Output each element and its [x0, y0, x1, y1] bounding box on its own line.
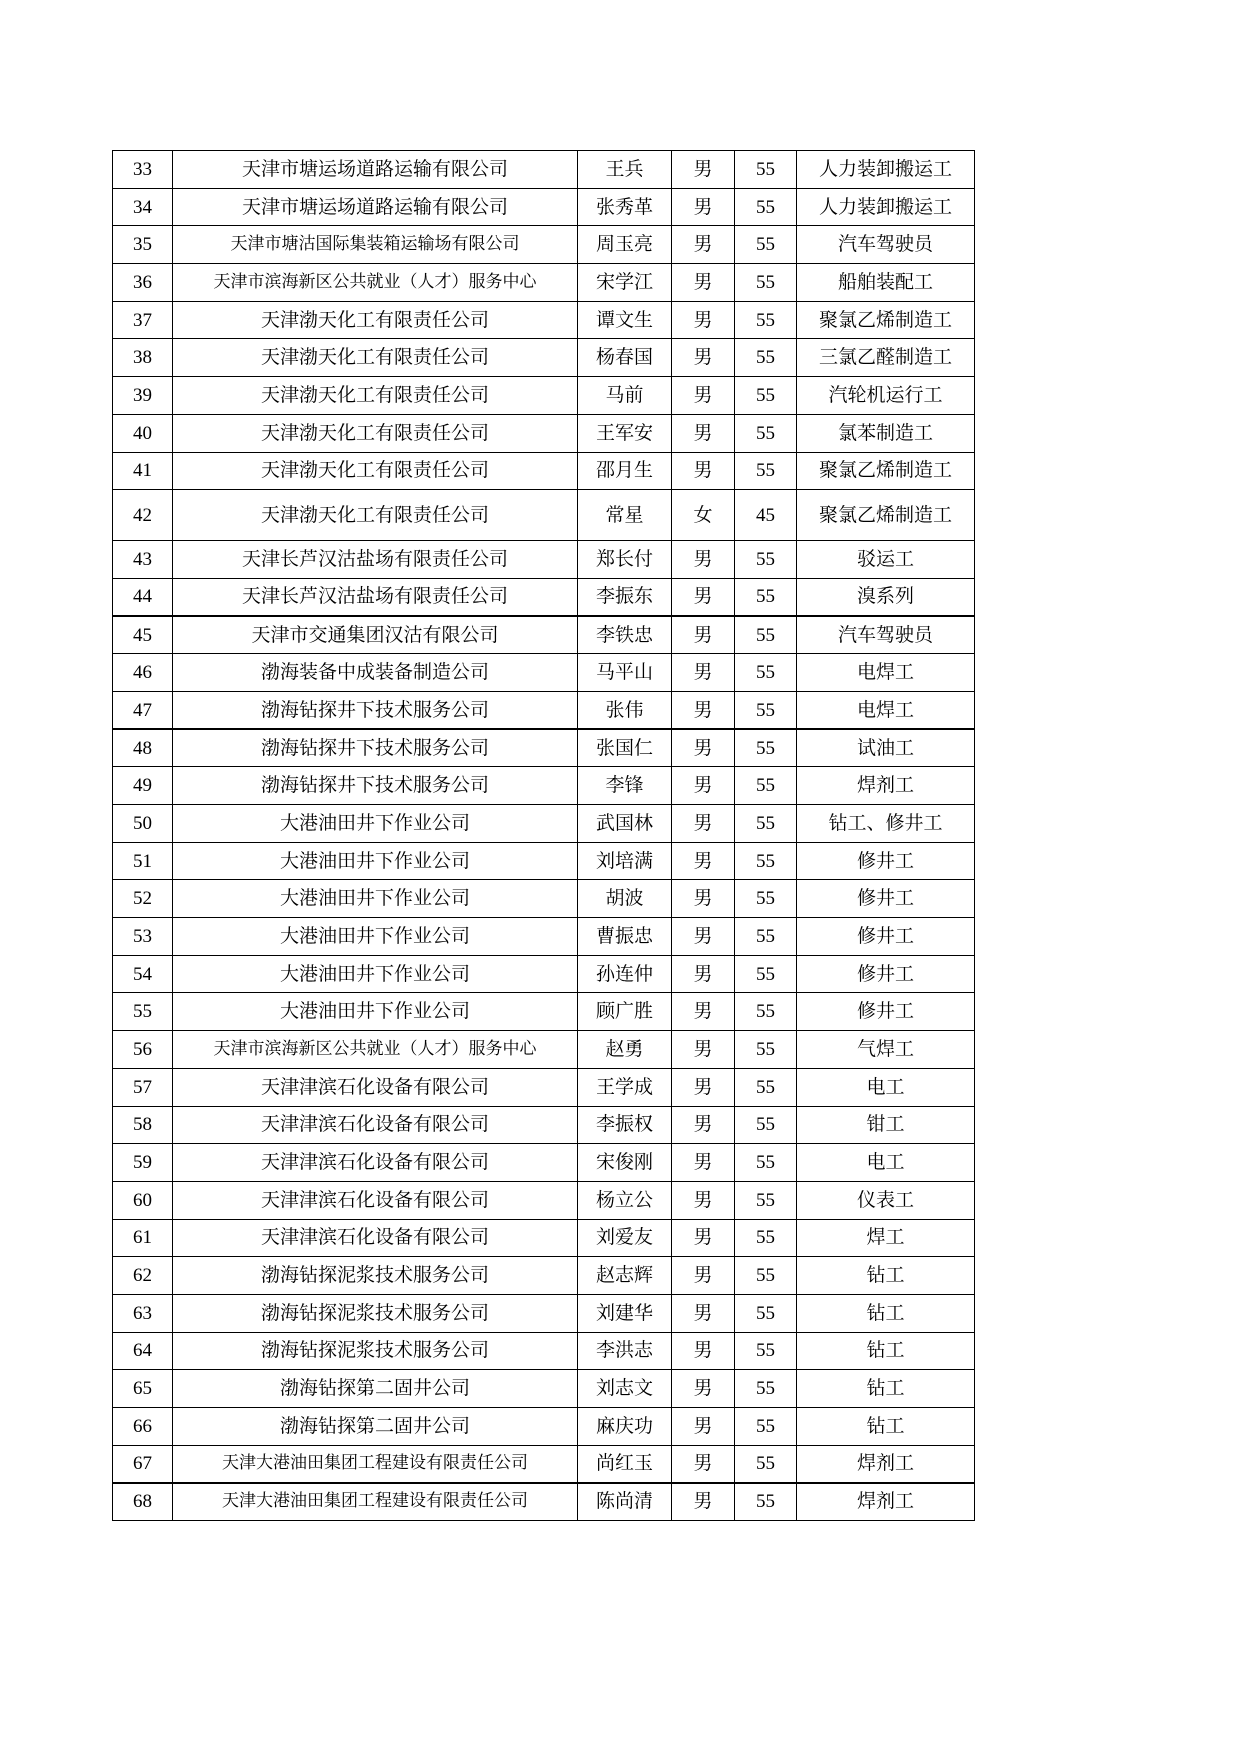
company-cell: 渤海装备中成装备制造公司	[173, 654, 578, 692]
job-type-cell: 氯苯制造工	[797, 414, 975, 452]
company-cell: 渤海钻探井下技术服务公司	[173, 767, 578, 805]
company-cell: 大港油田井下作业公司	[173, 993, 578, 1031]
company-cell: 渤海钻探泥浆技术服务公司	[173, 1257, 578, 1295]
company-cell: 天津渤天化工有限责任公司	[173, 377, 578, 415]
row-number-cell: 68	[113, 1483, 173, 1521]
row-number-cell: 59	[113, 1144, 173, 1182]
row-number-cell: 67	[113, 1445, 173, 1483]
table-row	[113, 188, 975, 226]
row-number-cell: 38	[113, 339, 173, 377]
age-cell: 55	[735, 226, 797, 264]
age-cell: 55	[735, 1445, 797, 1483]
company-cell: 大港油田井下作业公司	[173, 918, 578, 956]
age-cell: 55	[735, 842, 797, 880]
company-cell: 大港油田井下作业公司	[173, 842, 578, 880]
company-cell: 天津渤天化工有限责任公司	[173, 301, 578, 339]
person-name-cell: 张伟	[578, 691, 672, 729]
person-name-cell: 尚红玉	[578, 1445, 672, 1483]
row-number-cell: 52	[113, 880, 173, 918]
row-number-cell: 41	[113, 452, 173, 490]
job-type-cell: 电工	[797, 1144, 975, 1182]
row-number-cell: 64	[113, 1332, 173, 1370]
job-type-cell: 仪表工	[797, 1181, 975, 1219]
age-cell: 55	[735, 264, 797, 302]
age-cell: 55	[735, 1106, 797, 1144]
gender-cell: 男	[672, 452, 735, 490]
person-name-cell: 刘建华	[578, 1294, 672, 1332]
table-row	[113, 691, 975, 729]
table-row	[113, 1031, 975, 1069]
age-cell: 55	[735, 1294, 797, 1332]
gender-cell: 男	[672, 880, 735, 918]
table-row	[113, 729, 975, 767]
table-row	[113, 339, 975, 377]
row-number-cell: 54	[113, 955, 173, 993]
job-type-cell: 焊剂工	[797, 767, 975, 805]
age-cell: 55	[735, 578, 797, 616]
age-cell: 55	[735, 654, 797, 692]
table-row	[113, 1408, 975, 1446]
job-type-cell: 焊剂工	[797, 1445, 975, 1483]
job-type-cell: 修井工	[797, 842, 975, 880]
job-type-cell: 试油工	[797, 729, 975, 767]
gender-cell: 男	[672, 1219, 735, 1257]
age-cell: 55	[735, 918, 797, 956]
age-cell: 55	[735, 1408, 797, 1446]
job-type-cell: 电焊工	[797, 654, 975, 692]
age-cell: 55	[735, 616, 797, 654]
table-row	[113, 1144, 975, 1182]
table-row	[113, 955, 975, 993]
age-cell: 55	[735, 1068, 797, 1106]
job-type-cell: 人力装卸搬运工	[797, 151, 975, 189]
gender-cell: 男	[672, 767, 735, 805]
gender-cell: 男	[672, 993, 735, 1031]
company-cell: 渤海钻探第二固井公司	[173, 1370, 578, 1408]
person-name-cell: 谭文生	[578, 301, 672, 339]
person-name-cell: 周玉亮	[578, 226, 672, 264]
person-name-cell: 杨立公	[578, 1181, 672, 1219]
person-name-cell: 刘爱友	[578, 1219, 672, 1257]
row-number-cell: 65	[113, 1370, 173, 1408]
company-cell: 天津渤天化工有限责任公司	[173, 414, 578, 452]
company-cell: 天津渤天化工有限责任公司	[173, 339, 578, 377]
table-row	[113, 918, 975, 956]
company-cell: 大港油田井下作业公司	[173, 805, 578, 843]
company-cell: 天津津滨石化设备有限公司	[173, 1181, 578, 1219]
person-name-cell: 马前	[578, 377, 672, 415]
age-cell: 55	[735, 1370, 797, 1408]
age-cell: 55	[735, 880, 797, 918]
row-number-cell: 48	[113, 729, 173, 767]
company-cell: 天津津滨石化设备有限公司	[173, 1144, 578, 1182]
age-cell: 55	[735, 541, 797, 579]
row-number-cell: 45	[113, 616, 173, 654]
person-name-cell: 张秀革	[578, 188, 672, 226]
table-row	[113, 993, 975, 1031]
table-row	[113, 767, 975, 805]
company-cell: 天津市塘运场道路运输有限公司	[173, 151, 578, 189]
job-type-cell: 汽轮机运行工	[797, 377, 975, 415]
table-row	[113, 654, 975, 692]
table-row	[113, 1106, 975, 1144]
person-name-cell: 武国林	[578, 805, 672, 843]
gender-cell: 男	[672, 1370, 735, 1408]
row-number-cell: 43	[113, 541, 173, 579]
row-number-cell: 37	[113, 301, 173, 339]
age-cell: 55	[735, 414, 797, 452]
company-cell: 天津长芦汉沽盐场有限责任公司	[173, 578, 578, 616]
company-cell: 天津津滨石化设备有限公司	[173, 1106, 578, 1144]
person-name-cell: 刘志文	[578, 1370, 672, 1408]
company-cell: 天津市塘运场道路运输有限公司	[173, 188, 578, 226]
person-name-cell: 杨春国	[578, 339, 672, 377]
row-number-cell: 50	[113, 805, 173, 843]
gender-cell: 男	[672, 301, 735, 339]
company-cell: 天津市滨海新区公共就业（人才）服务中心	[173, 264, 578, 302]
row-number-cell: 34	[113, 188, 173, 226]
table-row	[113, 805, 975, 843]
gender-cell: 男	[672, 691, 735, 729]
age-cell: 55	[735, 691, 797, 729]
row-number-cell: 56	[113, 1031, 173, 1069]
company-cell: 天津市交通集团汉沽有限公司	[173, 616, 578, 654]
job-type-cell: 钻工	[797, 1370, 975, 1408]
gender-cell: 男	[672, 955, 735, 993]
age-cell: 55	[735, 993, 797, 1031]
person-name-cell: 常星	[578, 490, 672, 541]
table-row	[113, 151, 975, 189]
table-row	[113, 880, 975, 918]
gender-cell: 男	[672, 188, 735, 226]
job-type-cell: 聚氯乙烯制造工	[797, 452, 975, 490]
company-cell: 天津大港油田集团工程建设有限责任公司	[173, 1445, 578, 1483]
person-name-cell: 王学成	[578, 1068, 672, 1106]
row-number-cell: 61	[113, 1219, 173, 1257]
gender-cell: 男	[672, 729, 735, 767]
person-name-cell: 麻庆功	[578, 1408, 672, 1446]
table-row	[113, 842, 975, 880]
age-cell: 55	[735, 1031, 797, 1069]
company-cell: 渤海钻探井下技术服务公司	[173, 691, 578, 729]
person-name-cell: 王军安	[578, 414, 672, 452]
row-number-cell: 58	[113, 1106, 173, 1144]
job-type-cell: 船舶装配工	[797, 264, 975, 302]
job-type-cell: 溴系列	[797, 578, 975, 616]
gender-cell: 男	[672, 654, 735, 692]
gender-cell: 男	[672, 918, 735, 956]
age-cell: 55	[735, 301, 797, 339]
table-row	[113, 1219, 975, 1257]
gender-cell: 男	[672, 1181, 735, 1219]
table-body	[113, 151, 975, 1521]
gender-cell: 男	[672, 1144, 735, 1182]
company-cell: 天津市滨海新区公共就业（人才）服务中心	[173, 1031, 578, 1069]
age-cell: 55	[735, 729, 797, 767]
person-name-cell: 王兵	[578, 151, 672, 189]
table-row	[113, 264, 975, 302]
table-row	[113, 1294, 975, 1332]
row-number-cell: 36	[113, 264, 173, 302]
gender-cell: 男	[672, 616, 735, 654]
age-cell: 55	[735, 1144, 797, 1182]
table-row	[113, 1181, 975, 1219]
gender-cell: 女	[672, 490, 735, 541]
person-name-cell: 李锋	[578, 767, 672, 805]
job-type-cell: 钻工	[797, 1257, 975, 1295]
company-cell: 渤海钻探泥浆技术服务公司	[173, 1294, 578, 1332]
table-row	[113, 1445, 975, 1483]
gender-cell: 男	[672, 264, 735, 302]
personnel-table	[112, 150, 975, 1521]
job-type-cell: 三氯乙醛制造工	[797, 339, 975, 377]
table-row	[113, 1483, 975, 1521]
company-cell: 天津大港油田集团工程建设有限责任公司	[173, 1483, 578, 1521]
age-cell: 55	[735, 151, 797, 189]
table-row	[113, 452, 975, 490]
gender-cell: 男	[672, 1445, 735, 1483]
row-number-cell: 57	[113, 1068, 173, 1106]
row-number-cell: 55	[113, 993, 173, 1031]
job-type-cell: 修井工	[797, 880, 975, 918]
age-cell: 55	[735, 1332, 797, 1370]
gender-cell: 男	[672, 1408, 735, 1446]
company-cell: 天津渤天化工有限责任公司	[173, 490, 578, 541]
person-name-cell: 赵勇	[578, 1031, 672, 1069]
row-number-cell: 42	[113, 490, 173, 541]
company-cell: 天津渤天化工有限责任公司	[173, 452, 578, 490]
person-name-cell: 陈尚清	[578, 1483, 672, 1521]
company-cell: 大港油田井下作业公司	[173, 880, 578, 918]
company-cell: 渤海钻探泥浆技术服务公司	[173, 1332, 578, 1370]
table-row	[113, 616, 975, 654]
person-name-cell: 张国仁	[578, 729, 672, 767]
gender-cell: 男	[672, 541, 735, 579]
job-type-cell: 修井工	[797, 955, 975, 993]
company-cell: 渤海钻探井下技术服务公司	[173, 729, 578, 767]
job-type-cell: 电焊工	[797, 691, 975, 729]
row-number-cell: 51	[113, 842, 173, 880]
gender-cell: 男	[672, 1068, 735, 1106]
table-row	[113, 301, 975, 339]
gender-cell: 男	[672, 578, 735, 616]
gender-cell: 男	[672, 1483, 735, 1521]
table-row	[113, 578, 975, 616]
job-type-cell: 焊剂工	[797, 1483, 975, 1521]
person-name-cell: 郑长付	[578, 541, 672, 579]
gender-cell: 男	[672, 339, 735, 377]
person-name-cell: 宋学江	[578, 264, 672, 302]
gender-cell: 男	[672, 226, 735, 264]
company-cell: 渤海钻探第二固井公司	[173, 1408, 578, 1446]
age-cell: 45	[735, 490, 797, 541]
job-type-cell: 修井工	[797, 993, 975, 1031]
job-type-cell: 驳运工	[797, 541, 975, 579]
row-number-cell: 66	[113, 1408, 173, 1446]
row-number-cell: 35	[113, 226, 173, 264]
age-cell: 55	[735, 1483, 797, 1521]
job-type-cell: 电工	[797, 1068, 975, 1106]
row-number-cell: 63	[113, 1294, 173, 1332]
job-type-cell: 钻工、修井工	[797, 805, 975, 843]
job-type-cell: 钻工	[797, 1294, 975, 1332]
person-name-cell: 李铁忠	[578, 616, 672, 654]
job-type-cell: 聚氯乙烯制造工	[797, 301, 975, 339]
table-row	[113, 414, 975, 452]
age-cell: 55	[735, 339, 797, 377]
company-cell: 天津市塘沽国际集装箱运输场有限公司	[173, 226, 578, 264]
age-cell: 55	[735, 452, 797, 490]
job-type-cell: 焊工	[797, 1219, 975, 1257]
job-type-cell: 修井工	[797, 918, 975, 956]
person-name-cell: 顾广胜	[578, 993, 672, 1031]
age-cell: 55	[735, 1181, 797, 1219]
company-cell: 天津长芦汉沽盐场有限责任公司	[173, 541, 578, 579]
person-name-cell: 孙连仲	[578, 955, 672, 993]
gender-cell: 男	[672, 377, 735, 415]
age-cell: 55	[735, 1219, 797, 1257]
gender-cell: 男	[672, 1294, 735, 1332]
gender-cell: 男	[672, 151, 735, 189]
job-type-cell: 钻工	[797, 1332, 975, 1370]
table-row	[113, 541, 975, 579]
person-name-cell: 李洪志	[578, 1332, 672, 1370]
row-number-cell: 62	[113, 1257, 173, 1295]
table-row	[113, 1257, 975, 1295]
job-type-cell: 气焊工	[797, 1031, 975, 1069]
job-type-cell: 钳工	[797, 1106, 975, 1144]
table-row	[113, 377, 975, 415]
gender-cell: 男	[672, 1106, 735, 1144]
row-number-cell: 60	[113, 1181, 173, 1219]
person-name-cell: 邵月生	[578, 452, 672, 490]
row-number-cell: 33	[113, 151, 173, 189]
row-number-cell: 47	[113, 691, 173, 729]
job-type-cell: 聚氯乙烯制造工	[797, 490, 975, 541]
row-number-cell: 39	[113, 377, 173, 415]
gender-cell: 男	[672, 805, 735, 843]
person-name-cell: 宋俊刚	[578, 1144, 672, 1182]
person-name-cell: 刘培满	[578, 842, 672, 880]
row-number-cell: 40	[113, 414, 173, 452]
table-row	[113, 1332, 975, 1370]
person-name-cell: 李振权	[578, 1106, 672, 1144]
row-number-cell: 46	[113, 654, 173, 692]
table-row	[113, 1370, 975, 1408]
gender-cell: 男	[672, 1031, 735, 1069]
company-cell: 天津津滨石化设备有限公司	[173, 1219, 578, 1257]
table-row	[113, 1068, 975, 1106]
person-name-cell: 马平山	[578, 654, 672, 692]
age-cell: 55	[735, 377, 797, 415]
table-row	[113, 490, 975, 541]
job-type-cell: 汽车驾驶员	[797, 616, 975, 654]
job-type-cell: 汽车驾驶员	[797, 226, 975, 264]
age-cell: 55	[735, 1257, 797, 1295]
gender-cell: 男	[672, 414, 735, 452]
age-cell: 55	[735, 188, 797, 226]
job-type-cell: 钻工	[797, 1408, 975, 1446]
gender-cell: 男	[672, 842, 735, 880]
person-name-cell: 曹振忠	[578, 918, 672, 956]
age-cell: 55	[735, 767, 797, 805]
row-number-cell: 49	[113, 767, 173, 805]
person-name-cell: 胡波	[578, 880, 672, 918]
gender-cell: 男	[672, 1332, 735, 1370]
person-name-cell: 李振东	[578, 578, 672, 616]
company-cell: 天津津滨石化设备有限公司	[173, 1068, 578, 1106]
company-cell: 大港油田井下作业公司	[173, 955, 578, 993]
age-cell: 55	[735, 955, 797, 993]
row-number-cell: 53	[113, 918, 173, 956]
person-name-cell: 赵志辉	[578, 1257, 672, 1295]
row-number-cell: 44	[113, 578, 173, 616]
job-type-cell: 人力装卸搬运工	[797, 188, 975, 226]
gender-cell: 男	[672, 1257, 735, 1295]
table-row	[113, 226, 975, 264]
age-cell: 55	[735, 805, 797, 843]
